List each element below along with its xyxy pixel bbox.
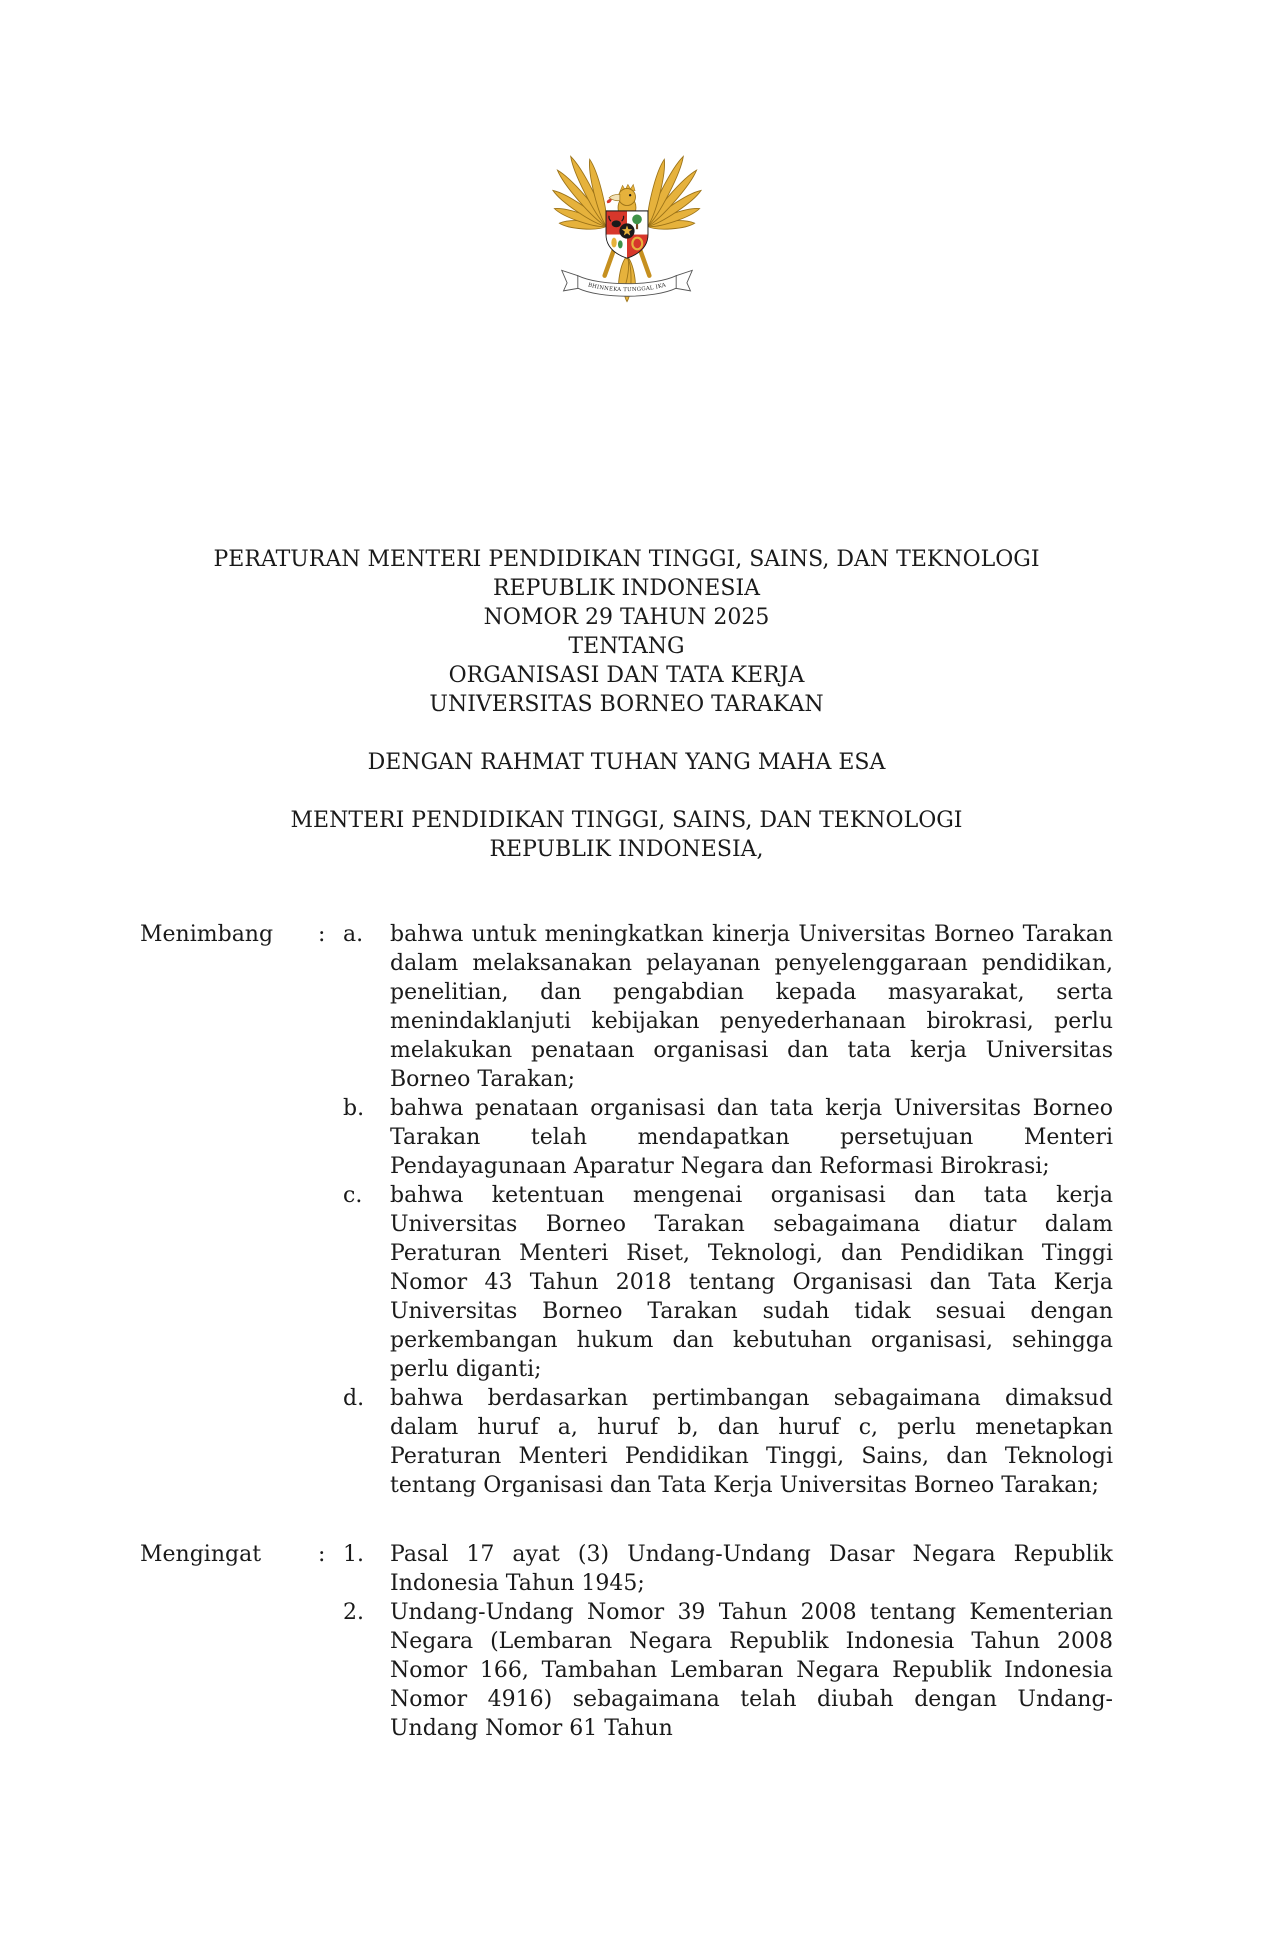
head (618, 189, 635, 206)
item-marker: c. (343, 1183, 363, 1208)
item-marker: a. (343, 922, 364, 947)
right-wing (643, 155, 702, 231)
consideration-item-d (343, 1384, 1113, 1500)
item-text: Pasal 17 ayat (3) Undang-Undang Dasar Negara Republik Indonesia Tahun 1945; (390, 1542, 1113, 1596)
considerations-label: Menimbang (140, 922, 274, 947)
left-wing (551, 155, 610, 231)
legal-basis-colon: : (318, 1542, 326, 1567)
considerations-section (140, 920, 1113, 1500)
title-line-republic: REPUBLIK INDONESIA (492, 576, 761, 601)
item-text: Undang-Undang Nomor 39 Tahun 2008 tentang Kementerian Negara (Lembaran Negara Republik Indonesia Tahun 2008 Nomor 166, Tambahan Lembaran Negara Republik Indonesia Nomor 4916) sebagaimana telah diubah dengan Undang-Undang Nomor 61 Tahun (390, 1600, 1113, 1741)
title-line-number: NOMOR 29 TAHUN 2025 (483, 605, 770, 630)
consideration-item-c (343, 1181, 1113, 1384)
item-text: bahwa penataan organisasi dan tata kerja Universitas Borneo Tarakan telah mendapatkan persetujuan Menteri Pendayagunaan Aparatur Negara dan Reformasi Birokrasi; (390, 1096, 1113, 1179)
title-block (140, 545, 1113, 719)
legal-basis-section (140, 1540, 1113, 1743)
legal-basis-label: Mengingat (140, 1542, 262, 1567)
invocation-line: DENGAN RAHMAT TUHAN YANG MAHA ESA (367, 750, 886, 775)
tongue (606, 199, 611, 203)
consideration-item-b (343, 1094, 1113, 1181)
eye (628, 194, 630, 196)
authority-block (140, 806, 1113, 864)
title-line-subject-1: ORGANISASI DAN TATA KERJA (448, 663, 805, 688)
considerations-colon: : (318, 922, 326, 947)
emblem-container (140, 138, 1113, 315)
authority-line-2: REPUBLIK INDONESIA, (489, 837, 764, 862)
item-text: bahwa berdasarkan pertimbangan sebagaimana dimaksud dalam huruf a, huruf b, dan huruf c, perlu menetapkan Peraturan Menteri Pendidikan Tinggi, Sains, dan Teknologi tentang Organisasi dan Tata Kerja Universitas Borneo Tarakan; (390, 1386, 1113, 1498)
garuda-pancasila-icon (551, 138, 703, 315)
item-marker: 1. (343, 1542, 364, 1567)
title-line-subject-2: UNIVERSITAS BORNEO TARAKAN (429, 692, 824, 717)
item-marker: 2. (343, 1600, 364, 1625)
ribbon-text: BHINNEKA TUNGGAL IKA (586, 282, 667, 294)
item-text: bahwa ketentuan mengenai organisasi dan tata kerja Universitas Borneo Tarakan sebagaimana diatur dalam Peraturan Menteri Riset, Teknologi, dan Pendidikan Tinggi Nomor 43 Tahun 2018 tentang Organisasi dan Tata Kerja Universitas Borneo Tarakan sudah tidak sesuai dengan perkembangan hukum dan kebutuhan organisasi, sehingga perlu diganti; (390, 1183, 1113, 1382)
item-marker: b. (343, 1096, 365, 1121)
consideration-item-a (343, 920, 1113, 1094)
legal-basis-item-1 (343, 1540, 1113, 1598)
item-text: bahwa untuk meningkatkan kinerja Universitas Borneo Tarakan dalam melaksanakan pelayanan penyelenggaraan pendidikan, penelitian, dan pengabdian kepada masyarakat, serta menindaklanjuti kebijakan penyederhanaan birokrasi, perlu melakukan penataan organisasi dan tata kerja Universitas Borneo Tarakan; (390, 922, 1113, 1092)
title-line-regulation: PERATURAN MENTERI PENDIDIKAN TINGGI, SAINS, DAN TEKNOLOGI (213, 547, 1040, 572)
title-line-about: TENTANG (568, 634, 685, 659)
item-marker: d. (343, 1386, 365, 1411)
authority-line-1: MENTERI PENDIDIKAN TINGGI, SAINS, DAN TEKNOLOGI (290, 808, 963, 833)
legal-basis-item-2 (343, 1598, 1113, 1743)
